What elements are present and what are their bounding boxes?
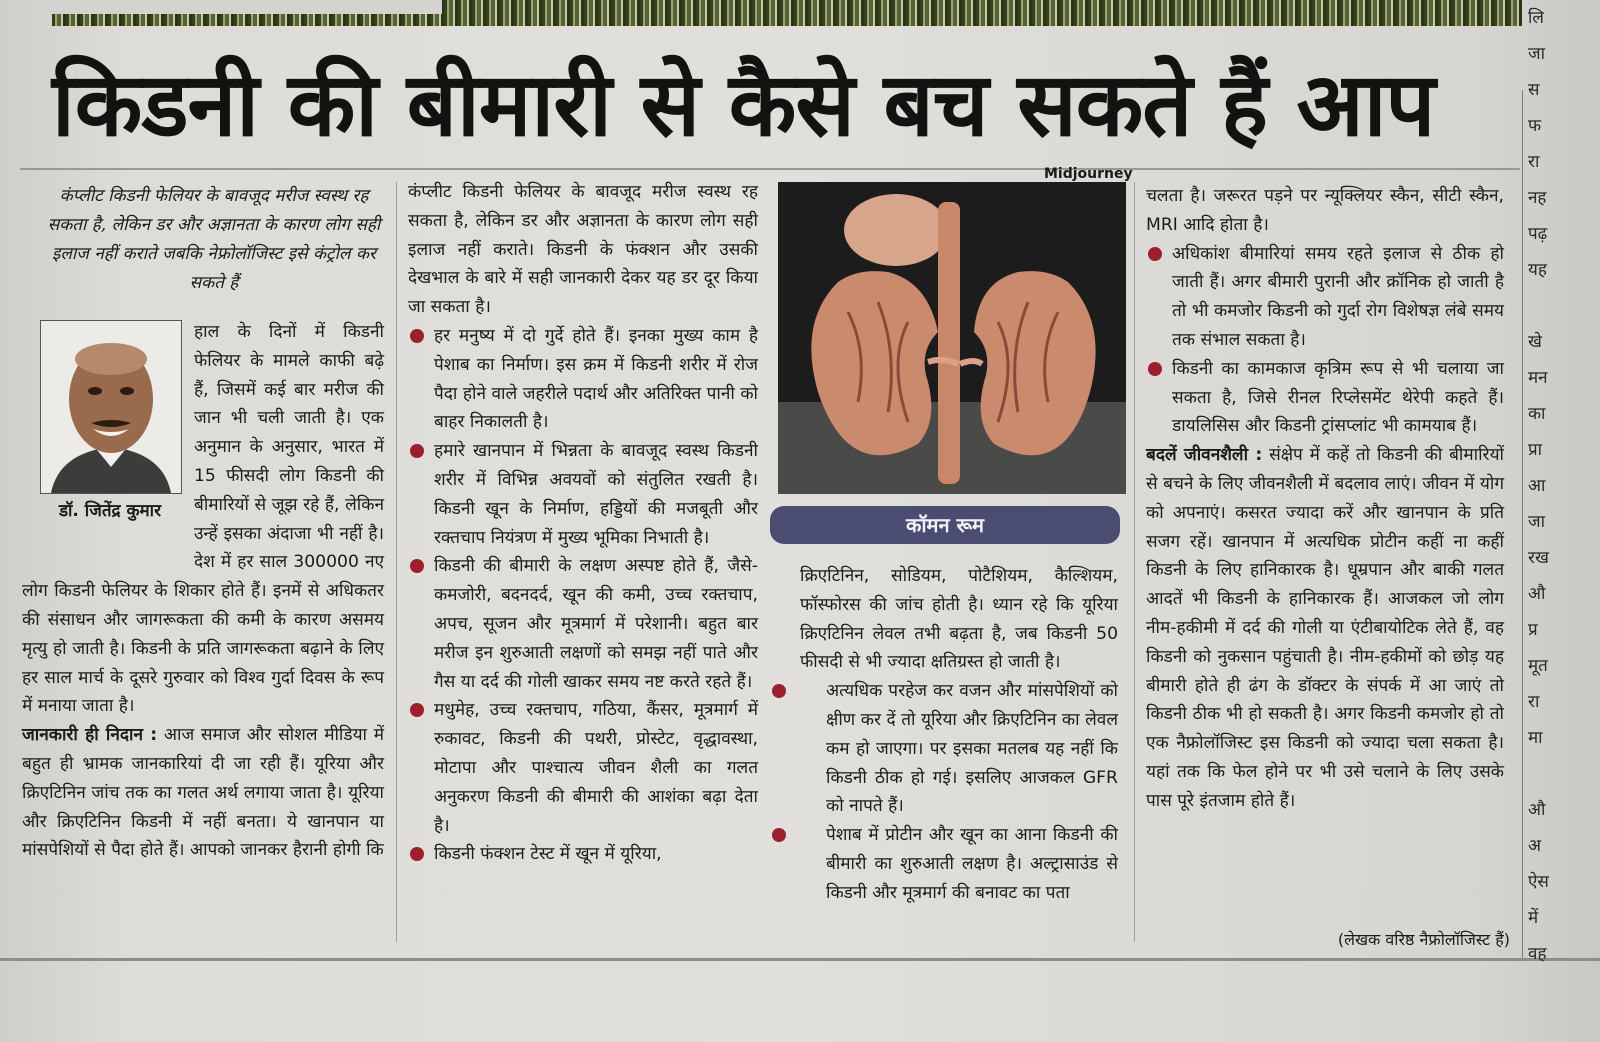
bullet-item: पेशाब में प्रोटीन और खून का आना किडनी की बीमारी का शुरुआती लक्षण है। अल्ट्रासाउंड से किडनी और मूत्रमार्ग की बनावट का पता [800, 821, 1118, 907]
column-3-bullets [800, 677, 1118, 907]
top-strip-gap [52, 0, 442, 14]
bullet-dot-icon [410, 847, 424, 861]
section-banner: कॉमन रूम [770, 506, 1120, 544]
column-1-paragraph-2: आज समाज और सोशल मीडिया में बहुत ही भ्रामक जानकारियां दी जा रही हैं। यूरिया और क्रिएटिनिन जांच तक का गलत अर्थ लगाया जाता है। यूरिया और क्रिएटिनिन किडनी में नहीं बनता। ये खानपान या मांसपेशियों से पैदा होते हैं। आपको जानकर हैरानी होगी कि [22, 725, 384, 861]
bullet-item: किडनी का कामकाज कृत्रिम रूप से भी चलाया जा सकता है, जिसे रीनल रिप्लेसमेंट थेरेपी कहते हैं। डायलिसिस और किडनी ट्रांसप्लांट भी कामयाब हैं। [1146, 355, 1504, 441]
adjacent-article-fragment: लि जा स फ रा नह पढ़ यह खे मन का प्रा आ जा रख औ प्र मूत रा मा औ अ ऐस में वह [1528, 8, 1549, 964]
image-credit: Midjourney [1044, 166, 1133, 182]
column-4-intro: चलता है। जरूरत पड़ने पर न्यूक्लियर स्कैन, सीटी स्कैन, MRI आदि होता है। [1146, 186, 1504, 235]
column-4-paragraph-2: संक्षेप में कहें तो किडनी की बीमारियों से बचने के लिए जीवनशैली में बदलाव लाएं। जीवन में योग को अपनाएं। कसरत ज्यादा करें और खानपान के प्रति सजग रहें। खानपान में अत्यधिक प्रोटीन कहीं ना कहीं किडनी के लिए हानिकारक है। धूम्रपान और बाकी गलत आदतें भी किडनी के हानिकारक हैं। आजकल जो लोग नीम-हकीमी में दर्द की गोली या एंटीबायोटिक लेते हैं, वह किडनी को नुकसान पहुंचाती है। नीम-हकीमों को छोड़ यह बीमारी होते ही ढंग के डॉक्टर के संपर्क में आ जाएं तो किडनी ठीक भी हो सकती है। अगर किडनी कमजोर हो तो एक नैफ्रोलॉजिस्ट इस किडनी को ज्यादा चला सकता है। यहां तक कि फेल होने पर भी उसे चलाने के लिए उसके पास पूरे इंतजाम होते हैं। [1146, 445, 1504, 811]
column-2-bullets [408, 322, 758, 869]
headline-rule [20, 168, 1520, 170]
author-byline: (लेखक वरिष्ठ नैफ्रोलॉजिस्ट हैं) [1337, 930, 1510, 949]
photo-wrap-space [22, 318, 194, 554]
bullet-item: अत्यधिक परहेज कर वजन और मांसपेशियों को क्षीण कर दें तो यूरिया और क्रिएटिनिन का लेवल कम हो जाएगा। पर इसका मतलब यह नहीं कि किडनी ठीक हो गई। इसलिए आजकल GFR को नापते हैं। [800, 677, 1118, 821]
bullet-dot-icon [410, 444, 424, 458]
column-divider [1522, 90, 1523, 960]
bullet-dot-icon [1148, 247, 1162, 261]
bullet-item: हर मनुष्य में दो गुर्दे होते हैं। इनका मुख्य काम है पेशाब का निर्माण। इस क्रम में किडनी शरीर में रोज पैदा होने वाले जहरीले पदार्थ और अतिरिक्त पानी को बाहर निकालती है। [408, 322, 758, 437]
bullet-item: मधुमेह, उच्च रक्तचाप, गठिया, कैंसर, मूत्रमार्ग में रुकावट, किडनी की पथरी, प्रोस्टेट, वृद्धावस्था, मोटापा और पाश्चात्य जीवन शैली का गलत अनुकरण किडनी की बीमारी की आशंका बढ़ा देता है। [408, 696, 758, 840]
bullet-item: अधिकांश बीमारियां समय रहते इलाज से ठीक हो जाती हैं। अगर बीमारी पुरानी और क्रॉनिक हो जाती है तो भी कमजोर किडनी को गुर्दा रोग विशेषज्ञ लंबे समय तक संभाल सकता है। [1146, 240, 1504, 355]
column-divider [1134, 182, 1135, 942]
column-3 [800, 562, 1118, 908]
column-4-bullets [1146, 240, 1504, 442]
bottom-rule [0, 958, 1600, 961]
column-1-paragraph: हाल के दिनों में किडनी फेलियर के मामले काफी बढ़े हैं, जिसमें कई बार मरीज की जान भी चली जाती है। एक अनुमान के अनुसार, भारत में 15 फीसदी लोग किडनी की बीमारियों से जूझ रहे हैं, लेकिन उन्हें इसका अंदाजा भी नहीं है। देश में हर साल 300000 नए लोग किडनी फेलियर के शिकार होते हैं। इनमें से अधिकतर की संसाधन और जागरूकता की कमी के कारण असमय मृत्यु हो जाती है। किडनी के प्रति जागरूकता बढ़ाने के लिए हर साल मार्च के दूसरे गुरुवार को विश्व गुर्दा दिवस के रूप में मनाया जाता है। [22, 322, 384, 717]
headline: किडनी की बीमारी से कैसे बच सकते हैं आप [52, 53, 1435, 156]
column-3-intro: क्रिएटिनिन, सोडियम, पोटैशियम, कैल्शियम, फॉस्फोरस की जांच होती है। ध्यान रहे कि यूरिया क्रिएटिनिन लेवल तभी बढ़ता है, जब किडनी 50 फीसदी से भी ज्यादा क्षतिग्रस्त हो जाती है। [800, 566, 1118, 673]
bullet-item: किडनी की बीमारी के लक्षण अस्पष्ट होते हैं, जैसे- कमजोरी, बदनदर्द, खून की कमी, उच्च रक्तचाप, अपच, सूजन और मूत्रमार्ग में परेशानी। बहुत बार मरीज इन शुरुआती लक्षणों को समझ नहीं पाते और गैस या दर्द की गोली खाकर समय नष्ट करते रहते हैं। [408, 552, 758, 696]
section-lead-jeevanshaili: बदलें जीवनशैली : [1146, 445, 1263, 466]
bullet-item: किडनी फंक्शन टेस्ट में खून में यूरिया, [408, 840, 758, 869]
bullet-dot-icon [410, 703, 424, 717]
column-4 [1146, 182, 1504, 816]
intro-deck: कंप्लीट किडनी फेलियर के बावजूद मरीज स्वस्थ रह सकता है, लेकिन डर और अज्ञानता के कारण लोग सही इलाज नहीं कराते जबकि नेफ्रोलॉजिस्ट इसे कंट्रोल कर सकते हैं [47, 186, 381, 293]
column-divider [396, 182, 397, 942]
bullet-item: हमारे खानपान में भिन्नता के बावजूद स्वस्थ किडनी शरीर में विभिन्न अवयवों को संतुलित रखती है। किडनी खून के निर्माण, हड्डियों की मजबूती और रक्तचाप नियंत्रण में मुख्य भूमिका निभाती है। [408, 437, 758, 552]
column-1 [22, 318, 384, 865]
bullet-dot-icon [410, 559, 424, 573]
section-lead-jaankari: जानकारी ही निदान : [22, 725, 158, 746]
bullet-dot-icon [1148, 362, 1162, 376]
column-2-intro: कंप्लीट किडनी फेलियर के बावजूद मरीज स्वस्थ रह सकता है, लेकिन डर और अज्ञानता के कारण लोग सही इलाज नहीं कराते। किडनी के फंक्शन और उसकी देखभाल के बारे में सही जानकारी देकर यह डर दूर किया जा सकता है। [408, 182, 758, 318]
bullet-dot-icon [410, 329, 424, 343]
author-name: डॉ. जितेंद्र कुमार [58, 501, 162, 521]
column-2 [408, 178, 758, 869]
kidney-illustration [778, 182, 1126, 494]
